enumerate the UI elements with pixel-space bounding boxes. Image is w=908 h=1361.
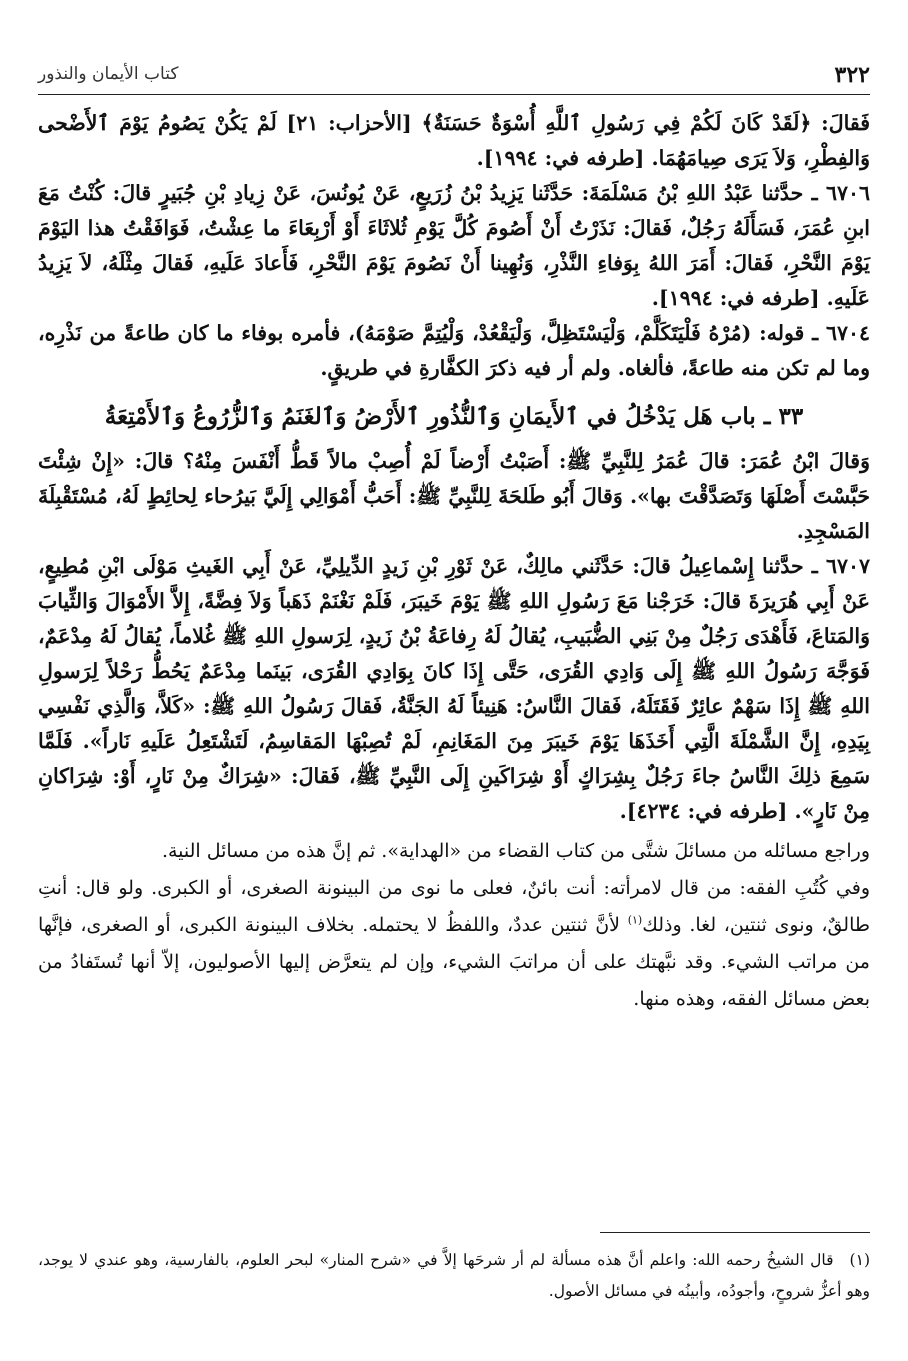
commentary-block — [38, 833, 870, 1018]
hadith-6706: ٦٧٠٦ ـ حدَّثنا عَبْدُ اللهِ بْنُ مَسْلَمَةَ: حَدَّثَنا يَزِيدُ بْنُ زُرَيعٍ، عَنْ يُونُسَ، عَنْ زِيادِ بْنِ جُبَيرٍ قالَ: كُنْتُ مَعَ ابنِ عُمَرَ، فَسَأَلَهُ رَجُلٌ، فَقالَ: نَذَرْتُ أَنْ أَصُومَ كُلَّ يَوْمِ ثُلاثَاءَ أَوْ أَرْبِعَاءَ ما عِشْتُ، فَوَافَقْتُ هذا اليَوْمَ يَوْمَ النَّحْرِ، فَقالَ: أَمَرَ اللهُ بِوَفاءِ النَّذْرِ، وَنُهِينا أَنْ نَصُومَ يَوْمَ النَّحْرِ، فَأَعادَ عَلَيهِ، فَقالَ مِثْلَهُ، لاَ يَزِيدُ عَلَيهِ. [طرفه في: ١٩٩٤]. — [38, 181, 870, 310]
footnote-area — [38, 1232, 870, 1307]
main-text — [38, 106, 870, 1018]
footnote-text: قال الشيخُ رحمه الله: واعلم أنَّ هذه مسألة لم أر شرحَها إلاَّ في «شرح المنار» لبحر العلوم، بالفارسية، وهو عندي لا يوجد، وهو أعزُّ شروحٍ، وأجودُه، وأبينُه في مسائل الأصول. — [38, 1251, 870, 1300]
page-number: ٣٢٢ — [834, 62, 870, 88]
footnote — [38, 1245, 870, 1307]
commentary-paragraph-1: وراجع مسائله من مسائلَ شتَّى من كتاب القضاء من «الهداية». ثم إنَّ هذه من مسائل النية. — [161, 840, 870, 862]
chapter-intro: وَقالَ ابْنُ عُمَرَ: قالَ عُمَرُ لِلنَّبِيِّ ﷺ: أَصَبْتُ أَرْضاً لَمْ أُصِبْ مالاً قَطُّ أَنْفَسَ مِنْهُ؟ قالَ: «إِنْ شِئْتَ حَبَّسْتَ أَصْلَهَا وَتَصَدَّقْتَ بها». وَقالَ أَبُو طَلحَةَ لِلنَّبِيِّ ﷺ: أَحَبُّ أَمْوَالِي إِلَيَّ بَيرُحاء لِحائِطٍ لَهُ، مُسْتَقْبِلَةَ المَسْجِدِ. — [38, 449, 870, 543]
footnote-divider-wrap — [38, 1232, 870, 1233]
hadith-6707: ٦٧٠٧ ـ حدَّثنا إِسْماعِيلُ قالَ: حَدَّثَني مالِكٌ، عَنْ ثَوْرِ بْنِ زَيدٍ الدِّيلِيِّ، عَنْ أَبِي الغَيثِ مَوْلَى ابْنِ مُطِيعٍ، عَنْ أَبِي هُرَيرَةَ قالَ: خَرَجْنا مَعَ رَسُولِ اللهِ ﷺ يَوْمَ خَيبَرَ، فَلَمْ نَغْنَمْ ذَهَباً وَلاَ فِضَّةً، إِلاَّ الأَمْوَالَ وَالثِّيابَ وَالمَتاعَ، فَأَهْدَى رَجُلٌ مِنْ بَنِي الضُّبَيبِ، يُقالُ لَهُ رِفاعَةُ بْنُ زَيدٍ، لِرَسولِ اللهِ ﷺ غُلاماً، يُقالُ لَهُ مِدْعَمٌ، فَوَجَّهَ رَسُولُ اللهِ ﷺ إِلَى وَادِي القُرَى، حَتَّى إِذَا كانَ بِوَادِي القُرَى، بَينَما مِدْعَمٌ يَحُطُّ رَحْلاً لِرَسولِ اللهِ ﷺ إِذَا سَهْمٌ عائِرٌ فَقَتَلَهُ، فَقالَ النَّاسُ: هَنِيئاً لَهُ الجَنَّةُ، فَقالَ رَسُولُ اللهِ ﷺ: «كَلاَّ، وَالَّذِي نَفْسِي بِيَدِهِ، إِنَّ الشَّمْلَةَ الَّتِي أَخَذَهَا يَوْمَ خَيبَرَ مِنَ المَغَانِمِ، لَمْ تُصِبْهَا المَقاسِمُ، لَتَشْتَعِلُ عَلَيهِ نَاراً». فَلَمَّا سَمِعَ ذلِكَ النَّاسُ جاءَ رَجُلٌ بِشِرَاكٍ أَوْ شِرَاكَينِ إِلَى النَّبِيِّ ﷺ، فَقالَ: «شِرَاكٌ مِنْ نَارٍ، أَوْ: شِرَاكانِ مِنْ نَارٍ». [طرفه في: ٤٢٣٤]. — [38, 554, 870, 823]
page-header — [38, 58, 870, 95]
running-title: كتاب الأيمان والنذور — [38, 64, 179, 84]
commentary-text-a: وفي كُتُبِ الفقه: من قال لامرأته: أنت بائنٌ، فعلى ما نوى من البينونة الصغرى، أو الكبرى. ولو قال: أنتِ طالقٌ، ونوى ثنتين، لغا. وذلك — [38, 877, 871, 936]
commentary-paragraph-2 — [38, 870, 870, 1018]
commentary-6704: ٦٧٠٤ ـ قوله: (مُرْهُ فَلْيَتَكَلَّمْ، وَلْيَسْتَظِلَّ، وَلْيَقْعُدْ، وَلْيُتِمَّ صَوْمَهُ)، فأمره بوفاء ما كان طاعةً من نَذْرِه، وما لم تكن منه طاعةً، فألغاه. ولم أر فيه ذكرَ الكفَّارةِ في طريقٍ. — [38, 321, 870, 380]
commentary-text-b: لأنَّ ثنتين عددٌ، واللفظُ لا يحتمله. بخلاف البينونة الكبرى، أو الصغرى، فإنَّها من مراتب الشيء. وقد نبَّهتك على أن مراتبَ الشيء، وإن لم يتعرَّض إليها الأصوليون، إلاّ أنها تُستَفادُ من بعض مسائل الفقه، وهذه منها. — [38, 914, 870, 1010]
book-page — [38, 40, 870, 1330]
paragraph-quran-citation: فَقالَ: ﴿لَقَدْ كَانَ لَكُمْ فِي رَسُولِ ٱللَّهِ أُسْوَةٌ حَسَنَةٌ﴾ [الأحزاب: ٢١] لَمْ يَكُنْ يَصُومُ يَوْمَ ٱلأَضْحى وَالفِطْرِ، وَلاَ يَرَى صِيامَهُمَا. [طرفه في: ١٩٩٤]. — [38, 111, 871, 170]
footnote-marker: (١) — [849, 1251, 870, 1269]
footnote-reference[interactable]: (١) — [627, 913, 643, 927]
footnote-divider — [600, 1232, 870, 1233]
chapter-heading: ٣٣ ـ باب هَل يَدْخُلُ في ٱلأَيمَانِ وَٱلنُّذُورِ ٱلأَرْضُ وَٱلغَنَمُ وَٱلزُّرُوعُ وَٱلأَمْتِعَةُ — [104, 403, 804, 430]
